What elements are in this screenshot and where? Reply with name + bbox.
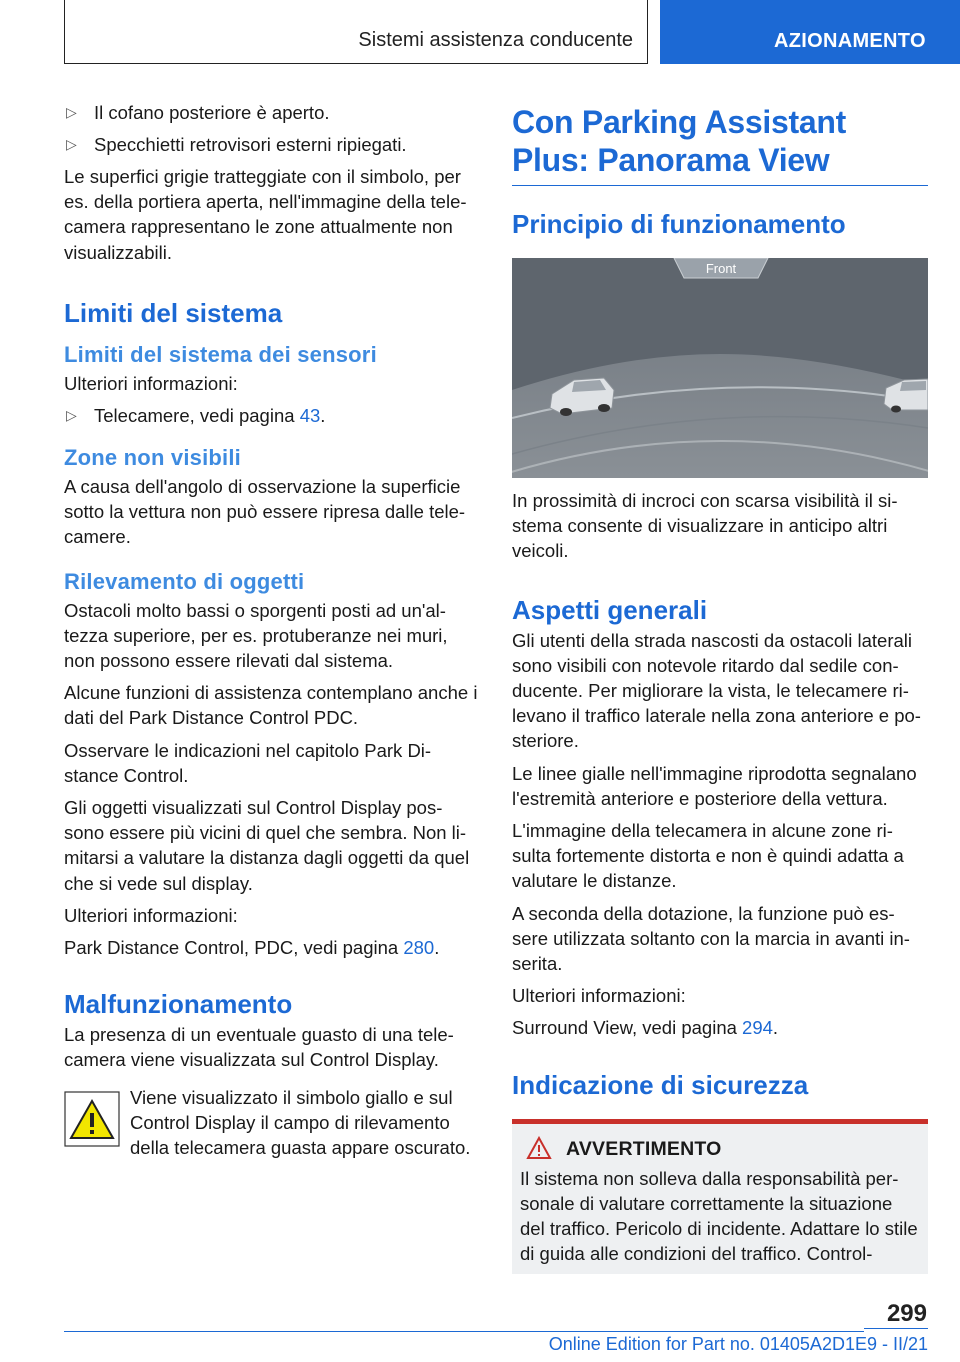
camera-view-image bbox=[512, 258, 928, 478]
warning-text: Il sistema non solleva dalla responsabilità per-sonale di valutare correttamente la situazione del traffico. Pericolo di incidente. Adattare lo stile di guida alle condizioni del traffico. Control- bbox=[520, 1167, 918, 1265]
heading-sicurezza: Indicazione di sicurezza bbox=[512, 1069, 809, 1100]
header-section-title: Sistemi assistenza conducente bbox=[358, 29, 633, 51]
footer-divider-accent bbox=[864, 1328, 928, 1329]
heading-malfunzionamento: Malfunzionamento bbox=[64, 989, 293, 1020]
left-column bbox=[64, 100, 480, 1160]
footer-divider bbox=[64, 1331, 864, 1332]
heading-limiti: Limiti del sistema bbox=[64, 297, 283, 328]
warning-note bbox=[64, 1085, 480, 1161]
warning-triangle-icon bbox=[526, 1136, 552, 1166]
warning-header bbox=[520, 1136, 920, 1164]
heading-principio: Principio di funzionamento bbox=[512, 209, 846, 239]
info-label: Ulteriori informazioni: bbox=[512, 985, 686, 1007]
info-label: Ulteriori informazioni: bbox=[64, 904, 238, 926]
heading-sensori: Limiti del sistema dei sensori bbox=[64, 341, 377, 367]
bullet-triangle-icon: ▷ bbox=[66, 407, 77, 424]
page-link-43[interactable]: 43 bbox=[299, 405, 321, 427]
heading-rilevamento: Rilevamento di oggetti bbox=[64, 568, 305, 594]
header-chapter-tab[interactable] bbox=[660, 0, 960, 64]
warning-title: AVVERTIMENTO bbox=[566, 1137, 722, 1160]
aspetti-paragraph: Gli utenti della strada nascosti da ostacoli laterali sono visibili con notevole ritardo dal sedile con-ducente. Per migliorare la vista, le telecamere ri-levano il traffico laterale nella zona anteriore e po-steriore. bbox=[512, 629, 921, 752]
pdc-reference: Park Distance Control, PDC, vedi pagina 280. bbox=[64, 937, 440, 959]
intro-paragraph: Le superfici grigie tratteggiate con il simbolo, per es. della portiera aperta, nell'immagine della tele-camera rappresentano le zone attualmente non visualizzabili. bbox=[64, 166, 467, 263]
rilevamento-paragraph: Gli oggetti visualizzati sul Control Display pos-sono essere più vicini di quel che sembra. Non li-mitarsi a valutare la distanza dagli oggetti da quel che si vede sul display. bbox=[64, 797, 470, 894]
heading-panorama-view: Con Parking Assistant Plus: Panorama View bbox=[512, 103, 928, 186]
malfunzionamento-paragraph: La presenza di un eventuale guasto di una tele-camera viene visualizzata sul Control Display. bbox=[64, 1024, 454, 1071]
note-text: Viene visualizzato il simbolo giallo e sul Control Display il campo di rilevamento della telecamera guasta appare oscurato. bbox=[130, 1086, 471, 1159]
page-link-294[interactable]: 294 bbox=[742, 1017, 773, 1039]
heading-zone: Zone non visibili bbox=[64, 445, 241, 471]
zone-paragraph: A causa dell'angolo di osservazione la superficie sotto la vettura non può essere ripresa dalle tele-camere. bbox=[64, 476, 466, 548]
rilevamento-paragraph: Alcune funzioni di assistenza contemplano anche i dati del Park Distance Control PDC. bbox=[64, 682, 478, 729]
bullet-item: ▷ Telecamere, vedi pagina 43. bbox=[66, 405, 326, 427]
bullet-triangle-icon: ▷ bbox=[66, 136, 77, 152]
bullet-item: ▷ Il cofano posteriore è aperto. bbox=[66, 102, 330, 123]
aspetti-paragraph: L'immagine della telecamera in alcune zone ri-sulta fortemente distorta e non è quindi adatta a valutare le distanze. bbox=[512, 820, 904, 892]
aspetti-paragraph: Le linee gialle nell'immagine riprodotta segnalano l'estremità anteriore e posteriore della vettura. bbox=[512, 762, 917, 809]
header-chapter-title: AZIONAMENTO bbox=[774, 30, 926, 52]
info-label: Ulteriori informazioni: bbox=[64, 372, 238, 394]
yellow-warning-icon bbox=[64, 1091, 120, 1152]
rilevamento-paragraph: Osservare le indicazioni nel capitolo Park Di-stance Control. bbox=[64, 739, 432, 786]
surround-view-reference: Surround View, vedi pagina 294. bbox=[512, 1017, 779, 1039]
principio-paragraph: In prossimità di incroci con scarsa visibilità il si-stema consente di visualizzare in anticipo altri veicoli. bbox=[512, 490, 898, 562]
footer-edition: Online Edition for Part no. 01405A2D1E9 - II/21 bbox=[548, 1334, 928, 1354]
heading-aspetti: Aspetti generali bbox=[512, 594, 708, 625]
header-section-box bbox=[64, 0, 648, 64]
right-column bbox=[512, 103, 928, 1274]
bullet-triangle-icon: ▷ bbox=[66, 104, 77, 120]
page-number: 299 bbox=[886, 1300, 927, 1327]
bullet-item: ▷ Specchietti retrovisori esterni ripiegati. bbox=[66, 134, 407, 155]
page-link-280[interactable]: 280 bbox=[403, 937, 435, 959]
aspetti-paragraph: A seconda della dotazione, la funzione può es-sere utilizzata soltanto con la marcia in avanti in-serita. bbox=[512, 902, 910, 975]
camera-front-label: Front bbox=[705, 261, 737, 276]
warning-box bbox=[512, 1119, 928, 1275]
rilevamento-paragraph: Ostacoli molto bassi o sporgenti posti ad un'al-tezza superiore, per es. protuberanze nei muri, non possono essere rilevati dal sistema. bbox=[64, 599, 448, 672]
